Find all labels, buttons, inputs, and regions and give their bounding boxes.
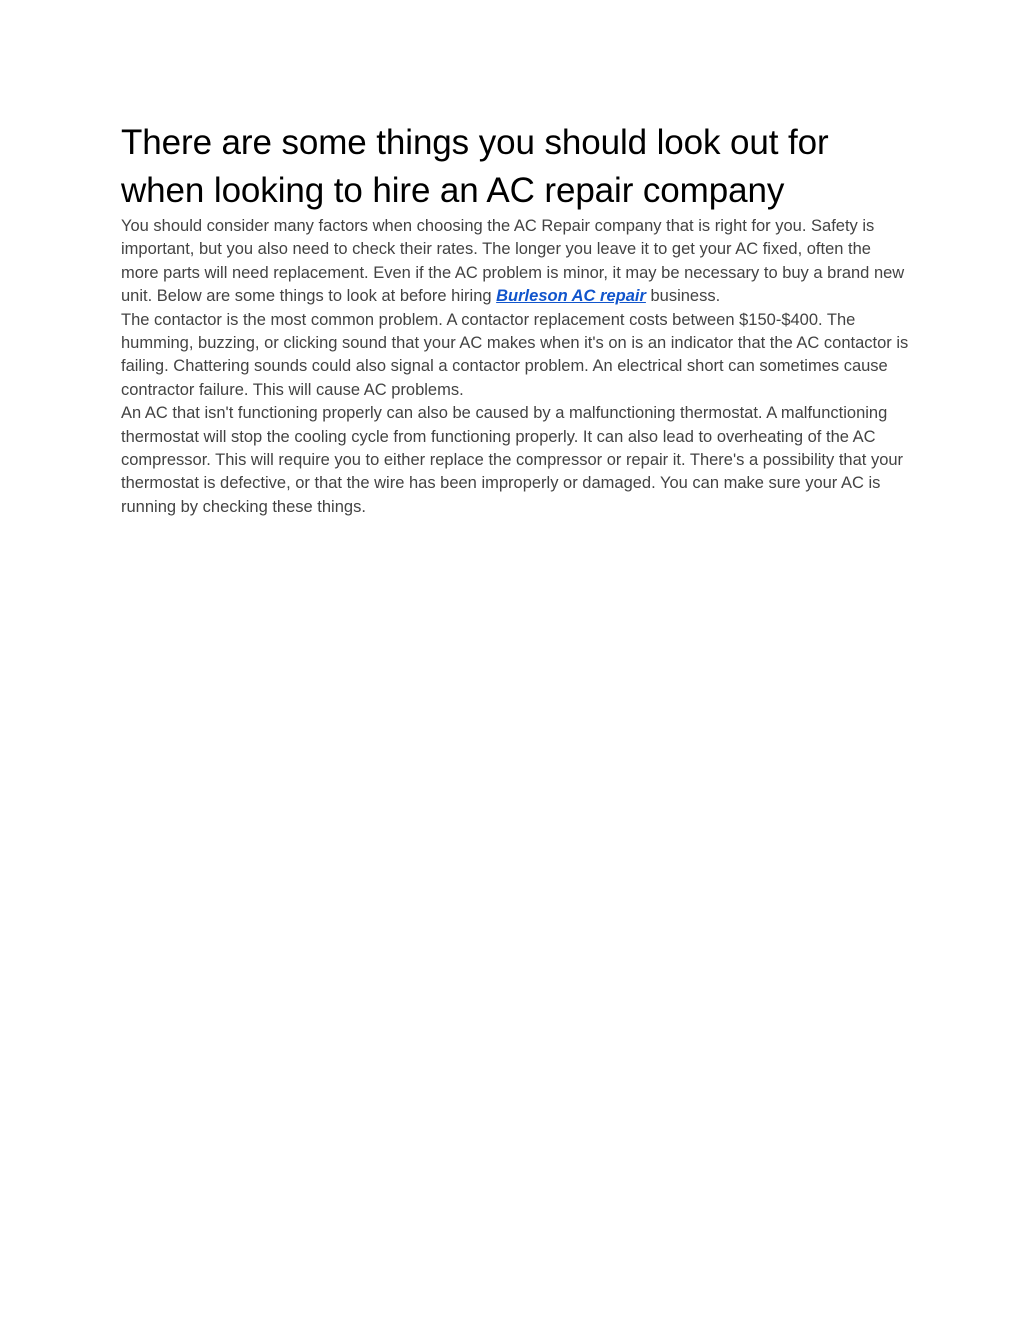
burleson-ac-repair-link[interactable]: Burleson AC repair [496,287,646,306]
intro-text-after-link: business. [645,287,721,306]
thermostat-paragraph: An AC that isn't functioning properly can also be caused by a malfunctioning thermostat. A malfunctioning thermostat will stop the cooling cycle from functioning properly. It can also lead to overheating of the AC compressor. This will require you to either replace the compressor or repair it. There's a possibility that your thermostat is defective, or that the wire has been improperly or damaged. You can make sure your AC is running by checking these things. [121,404,904,516]
document-content [121,119,911,519]
page-title: There are some things you should look out for when looking to hire an AC repair company [121,123,829,210]
intro-paragraph [121,215,911,309]
intro-text-before-link: You should consider many factors when choosing the AC Repair company that is right for you. Safety is important, but you also need to check their rates. The longer you leave it to get your AC fixed, often the more parts will need replacement. Even if the AC problem is minor, it may be necessary to buy a brand new unit. Below are some things to look at before hiring [121,217,905,306]
contactor-paragraph: The contactor is the most common problem. A contactor replacement costs between $150-$400. The humming, buzzing, or clicking sound that your AC makes when it's on is an indicator that the AC contactor is failing. Chattering sounds could also signal a contactor problem. An electrical short can sometimes cause contractor failure. This will cause AC problems. [121,310,909,399]
